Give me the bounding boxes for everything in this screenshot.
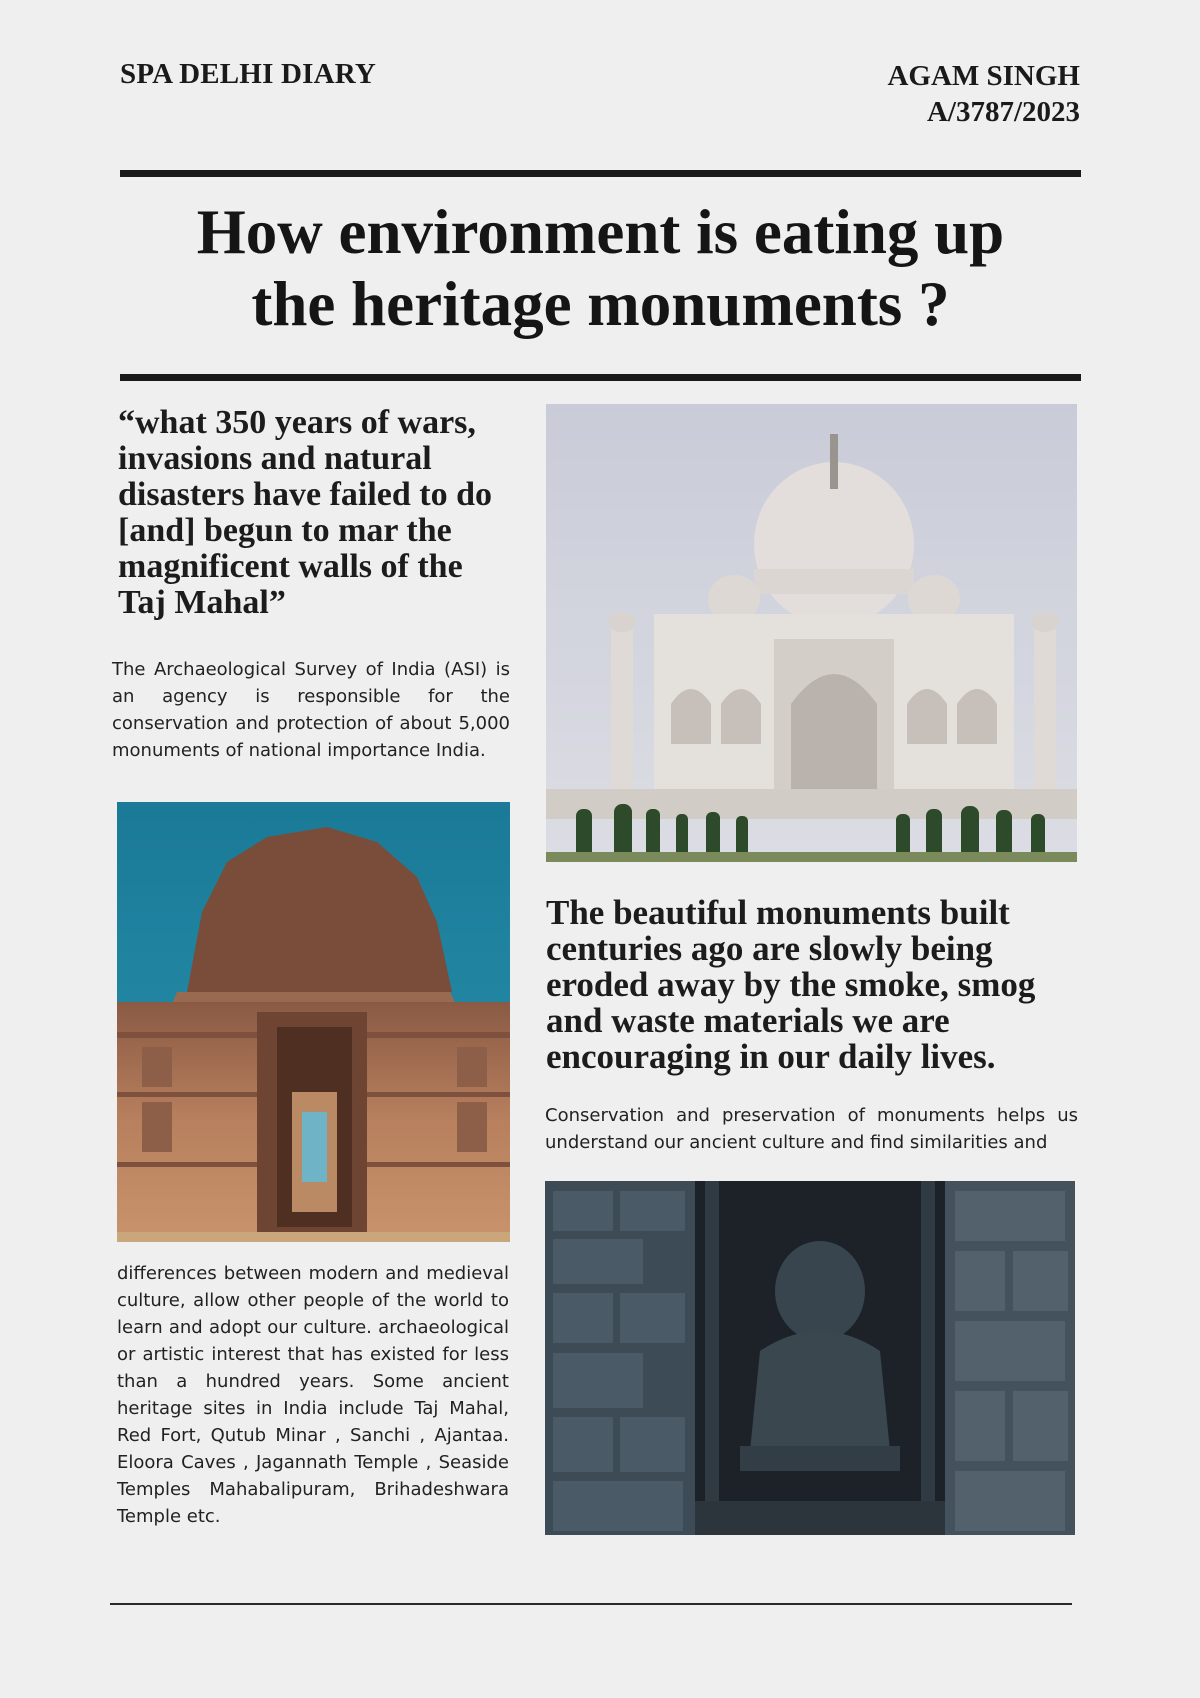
- publication-name: SPA DELHI DIARY: [120, 58, 377, 90]
- headline-rule: [120, 374, 1081, 381]
- taj-mahal-photo: [546, 404, 1077, 862]
- author-name: AGAM SINGH: [887, 60, 1080, 92]
- sub-headline: The beautiful monuments built centuries ago are slowly being eroded away by the smoke, smog and waste materials we are encouraging in our daily lives.: [546, 893, 1036, 1076]
- author-block: [887, 58, 1080, 130]
- title-line-2: the heritage monuments ?: [251, 269, 950, 339]
- cave-ganesha-shrine-photo: [545, 1181, 1075, 1535]
- hampi-gopuram-photo: [117, 802, 510, 1242]
- page-title: [120, 196, 1081, 340]
- title-line-1: How environment is eating up: [196, 197, 1005, 267]
- continuation-paragraph: differences between modern and medieval culture, allow other people of the world to learn and adopt our culture. archaeological or artistic interest that has existed for less than a hundred years. Some ancient heritage sites in India include Taj Mahal, Red Fort, Qutub Minar , Sanchi , Ajantaa. Eloora Caves , Jagannath Temple , Seaside Temples Mahabalipuram, Brihadeshwara Temple etc.: [117, 1263, 509, 1527]
- top-rule: [120, 170, 1081, 177]
- conservation-paragraph: Conservation and preservation of monuments helps us understand our ancient culture and find similarities and: [545, 1105, 1078, 1153]
- footer-rule: [110, 1603, 1072, 1605]
- roll-number: A/3787/2023: [926, 96, 1080, 128]
- asi-paragraph: The Archaeological Survey of India (ASI) is an agency is responsible for the conservation and protection of about 5,000 monuments of national importance India.: [112, 659, 510, 761]
- pull-quote: “what 350 years of wars, invasions and natural disasters have failed to do [and] begun to mar the magnificent walls of the Taj Mahal”: [118, 404, 492, 621]
